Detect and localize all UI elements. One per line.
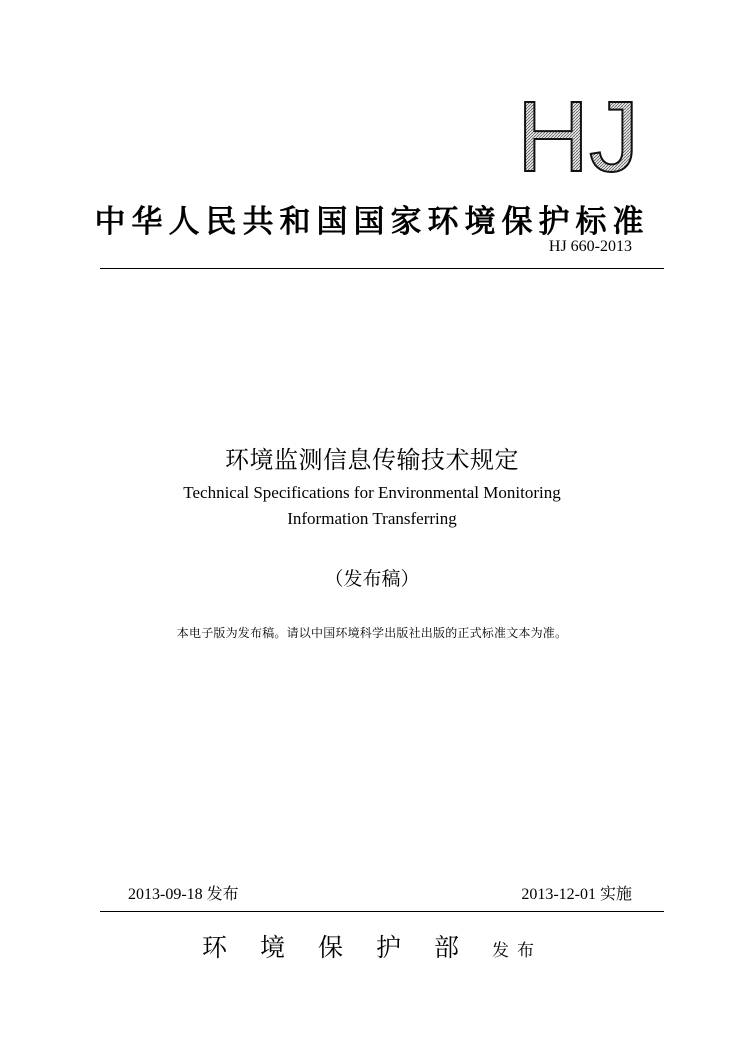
standard-title: 中华人民共和国国家环境保护标准 (94, 204, 650, 240)
footer-divider (100, 911, 664, 912)
issuer-suffix: 发布 (492, 941, 542, 961)
document-title-english (0, 480, 744, 532)
issuer-name: 环境保护部 (201, 933, 492, 962)
hj-logo (508, 88, 648, 188)
issuer-line (0, 928, 744, 964)
release-date: 2013-09-18 发布 (128, 886, 239, 903)
document-title-chinese: 环境监测信息传输技术规定 (225, 446, 519, 474)
header-divider (100, 268, 664, 269)
implementation-date: 2013-12-01 实施 (521, 886, 632, 903)
hj-logo-text: HJ (516, 88, 640, 188)
document-title-english-line1: Technical Specifications for Environmental Monitoring (183, 483, 561, 502)
document-title-english-line2: Information Transferring (287, 509, 457, 528)
publication-notice: 本电子版为发布稿。请以中国环境科学出版社出版的正式标准文本为准。 (176, 626, 568, 640)
draft-mark: （发布稿） (324, 568, 420, 590)
standard-code: HJ 660-2013 (548, 238, 632, 255)
